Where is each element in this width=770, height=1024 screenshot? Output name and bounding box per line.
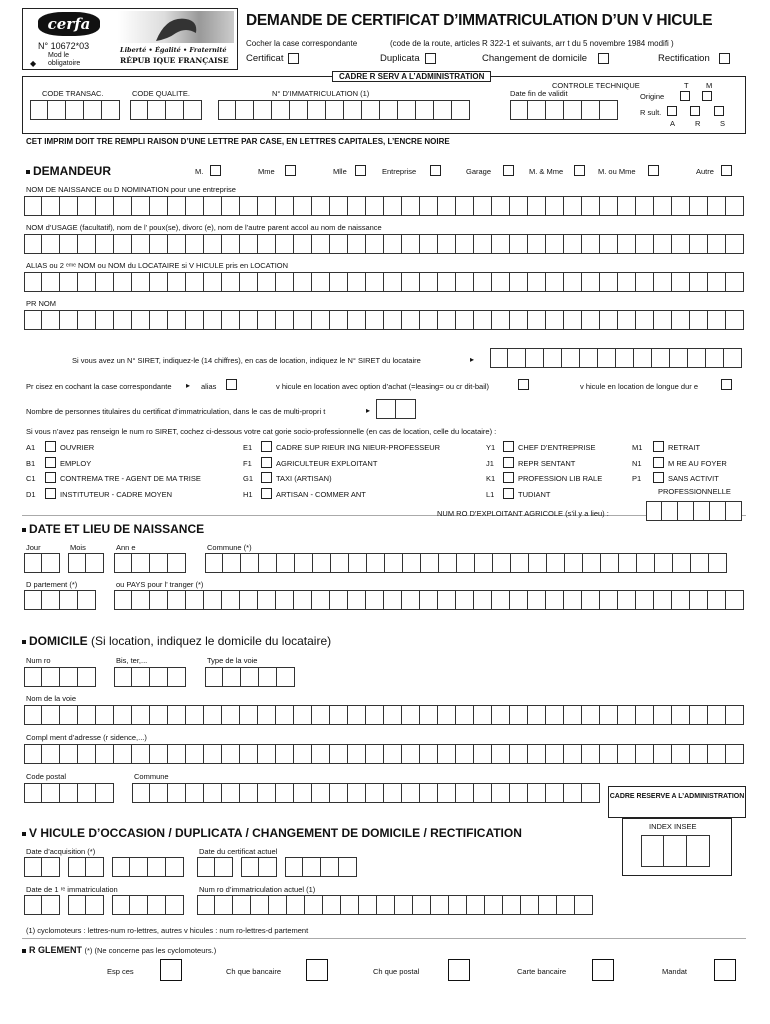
csp-checkbox-l1[interactable] <box>503 488 514 499</box>
m-et-mme-label: M. & Mme <box>529 167 564 176</box>
csp-code: N1 <box>632 458 642 468</box>
csp-checkbox-h1[interactable] <box>261 488 272 499</box>
origine-m-checkbox[interactable] <box>702 91 712 101</box>
mois-cells[interactable] <box>68 553 104 573</box>
cadre-reserve-title: CADRE RESERVE A L’ADMINISTRATION <box>609 793 745 800</box>
entreprise-checkbox[interactable] <box>430 165 441 176</box>
csp-label: PROFESSION LIB RALE <box>518 474 603 483</box>
prenom-cells[interactable] <box>24 310 744 330</box>
fill-warning: CET IMPRIM DOIT TRE REMPLI RAISON D’UNE LETTRE PAR CASE, EN LETTRES CAPITALES, L’ENCRE NOIRE <box>26 137 450 146</box>
mlle-label: Mlle <box>333 167 347 176</box>
csp-checkbox-a1[interactable] <box>45 441 56 452</box>
divider <box>22 515 746 516</box>
diamond-icon: ◆ <box>30 59 37 68</box>
date-acquisition-label: Date d’acquisition (*) <box>26 847 96 856</box>
domicile-title-text: DOMICILE <box>29 634 88 648</box>
arrow-right-icon: ▸ <box>366 406 371 415</box>
nom-usage-cells[interactable] <box>24 234 744 254</box>
resultat-a-checkbox[interactable] <box>667 106 677 116</box>
csp-checkbox-j1[interactable] <box>503 457 514 468</box>
commune-cells[interactable] <box>132 783 600 803</box>
nom-usage-label: NOM d’USAGE (facultatif), nom de l’ poux(se), divorc (e), nom de l’autre parent accol au nom de naissance <box>26 223 382 232</box>
num-exploitant-label: NUM RO D’EXPLOITANT AGRICOLE (s’il y a lieu) : <box>437 509 609 518</box>
jour-label: Jour <box>26 543 41 552</box>
csp-code: G1 <box>243 474 254 483</box>
ct-s: S <box>720 119 726 128</box>
csp-label: RETRAIT <box>668 443 701 452</box>
nb-titulaires-cells[interactable] <box>376 399 416 419</box>
certificat-label: Certificat <box>246 53 284 64</box>
csp-code: H1 <box>243 489 253 499</box>
ct-m: M <box>706 81 713 90</box>
num-actuel-cells[interactable] <box>197 895 593 915</box>
vehicule-title-text: V HICULE D’OCCASION / DUPLICATA / CHANGEMENT DE DOMICILE / RECTIFICATION <box>29 826 522 840</box>
numero-label: Num ro <box>26 656 51 665</box>
csp-code: K1 <box>486 474 496 483</box>
mme-label: Mme <box>258 167 275 176</box>
vehicule-title <box>22 826 522 840</box>
complement-cells[interactable] <box>24 744 744 764</box>
cerfa-logo: cerfa <box>38 12 100 36</box>
naissance-title <box>22 522 204 536</box>
marianne-icon <box>146 11 206 43</box>
csp-checkbox-c1[interactable] <box>45 472 56 483</box>
csp-label: M RE AU FOYER <box>668 458 727 468</box>
m-et-mme-checkbox[interactable] <box>574 165 585 176</box>
date-certificat-label: Date du certificat actuel <box>199 847 278 856</box>
bullet-icon <box>22 949 26 953</box>
reglement-note: (*) (Ne concerne pas les cyclomoteurs.) <box>84 946 217 955</box>
longue-duree-checkbox[interactable] <box>721 379 732 390</box>
origine-t-checkbox[interactable] <box>680 91 690 101</box>
num-immat-cells[interactable] <box>218 100 470 120</box>
csp-checkbox-e1[interactable] <box>261 441 272 452</box>
bullet-icon <box>22 528 26 532</box>
siret-label: Si vous avez un N° SIRET, indiquez-le (14 chiffres), en cas de location, indiquez le N° SIRET du locataire <box>72 356 421 365</box>
form-title: DEMANDE DE CERTIFICAT D’IMMATRICULATION D’UN V HICULE <box>246 12 713 29</box>
code-postal-cells[interactable] <box>24 783 114 803</box>
index-insee-cells[interactable] <box>641 835 710 867</box>
m-checkbox[interactable] <box>210 165 221 176</box>
republic-motto: Liberté • Égalité • Fraternité <box>120 46 227 54</box>
arrow-right-icon: ▸ <box>186 381 191 390</box>
nom-naissance-cells[interactable] <box>24 196 744 216</box>
precisez-label: Pr cisez en cochant la case correspondante <box>26 382 172 391</box>
especes-label: Esp ces <box>107 967 134 976</box>
garage-label: Garage <box>466 167 492 176</box>
complement-label: Compl ment d’adresse (r sidence,...) <box>26 733 147 742</box>
code-transac-cells[interactable] <box>30 100 120 120</box>
pays-cells[interactable] <box>114 590 744 610</box>
mme-checkbox[interactable] <box>285 165 296 176</box>
date-acquisition-cells[interactable] <box>24 857 184 877</box>
m-ou-mme-label: M. ou Mme <box>598 167 636 176</box>
alias-label: ALIAS ou 2 ᵉᵐᵉ NOM ou NOM du LOCATAIRE si V HICULE pris en LOCATION <box>26 261 289 270</box>
commune-naissance-cells[interactable] <box>205 553 727 573</box>
m-label: M. <box>195 167 204 176</box>
legal-reference: (code de la route, articles R 322-1 et suivants, arr t du 5 novembre 1984 modifi ) <box>390 39 674 48</box>
duplicata-checkbox[interactable] <box>425 53 436 64</box>
cheque-postal-label: Ch que postal <box>373 967 420 976</box>
code-postal-label: Code postal <box>26 772 67 781</box>
bullet-icon <box>22 832 26 836</box>
rectification-checkbox[interactable] <box>719 53 730 64</box>
csp-code: D1 <box>26 489 36 499</box>
departement-label: D partement (*) <box>26 580 78 589</box>
cheque-postal-checkbox[interactable] <box>448 959 470 981</box>
model-note: Mod le obligatoire <box>48 52 81 67</box>
especes-checkbox[interactable] <box>160 959 182 981</box>
resultat-r-checkbox[interactable] <box>690 106 700 116</box>
csp-checkbox-p1[interactable] <box>653 472 664 483</box>
alias-checkbox[interactable] <box>226 379 237 390</box>
mlle-checkbox[interactable] <box>355 165 366 176</box>
autre-label: Autre <box>696 167 714 176</box>
nb-titulaires-label: Nombre de personnes titulaires du certificat d’immatriculation, dans le cas de multi-propri t <box>26 407 326 416</box>
commune-label: Commune <box>134 772 169 781</box>
origine-label: Origine <box>640 92 665 101</box>
date-validite-cells[interactable] <box>510 100 618 120</box>
cheque-bancaire-label: Ch que bancaire <box>226 967 282 976</box>
republic-emblem <box>118 11 234 43</box>
jour-cells[interactable] <box>24 553 60 573</box>
domicile-title <box>22 634 331 648</box>
nom-naissance-label: NOM DE NAISSANCE ou D NOMINATION pour une entreprise <box>26 185 236 194</box>
num-exploitant-cells[interactable] <box>646 501 742 521</box>
bis-label: Bis, ter,... <box>116 656 148 665</box>
csp-code: B1 <box>26 458 36 468</box>
csp-label: ARTISAN - COMMER ANT <box>276 489 366 499</box>
m-ou-mme-checkbox[interactable] <box>648 165 659 176</box>
date-premiere-label: Date de 1 ʳᵉ immatriculation <box>26 885 118 894</box>
changement-label: Changement de domicile <box>482 53 588 64</box>
arrow-right-icon: ▸ <box>470 355 475 364</box>
rectification-label: Rectification <box>658 53 710 64</box>
csp-label: INSTITUTEUR - CADRE MOYEN <box>60 489 173 499</box>
date-premiere-cells[interactable] <box>24 895 184 915</box>
csp-checkbox-y1[interactable] <box>503 441 514 452</box>
alias-cells[interactable] <box>24 272 744 292</box>
num-actuel-label: Num ro d’immatriculation actuel (1) <box>199 885 316 894</box>
prenom-label: PR NOM <box>26 299 56 308</box>
commune-naissance-label: Commune (*) <box>207 543 252 552</box>
demandeur-title <box>26 164 111 178</box>
date-validite-label: Date fin de validit <box>510 89 568 98</box>
csp-checkbox-f1[interactable] <box>261 457 272 468</box>
leasing-checkbox[interactable] <box>518 379 529 390</box>
certificat-checkbox[interactable] <box>288 53 299 64</box>
csp-label: AGRICULTEUR EXPLOITANT <box>276 458 378 468</box>
code-qualite-cells[interactable] <box>130 100 202 120</box>
ct-a: A <box>670 119 676 128</box>
carte-bancaire-label: Carte bancaire <box>517 967 567 976</box>
controle-technique-label: CONTROLE TECHNIQUE <box>552 81 640 90</box>
check-instruction: Cocher la case correspondante <box>246 39 358 48</box>
leasing-label: v hicule en location avec option d’achat (=leasing= ou cr dit-bail) <box>276 382 490 391</box>
csp-code: E1 <box>243 443 253 452</box>
date-certificat-cells[interactable] <box>197 857 357 877</box>
duplicata-label: Duplicata <box>380 53 420 64</box>
changement-checkbox[interactable] <box>598 53 609 64</box>
resultat-s-checkbox[interactable] <box>714 106 724 116</box>
entreprise-label: Entreprise <box>382 167 417 176</box>
siret-cells[interactable] <box>490 348 742 368</box>
bis-cells[interactable] <box>114 667 186 687</box>
csp-label: TAXI (ARTISAN) <box>276 474 332 483</box>
csp-label: SANS ACTIVIT <box>668 474 719 483</box>
numero-cells[interactable] <box>24 667 96 687</box>
csp-code: M1 <box>632 443 643 452</box>
csp-label: TUDIANT <box>518 489 551 499</box>
professionnelle-label: PROFESSIONNELLE <box>658 487 731 496</box>
csp-code: A1 <box>26 443 36 452</box>
mandat-label: Mandat <box>662 967 688 976</box>
domicile-subtitle: (Si location, indiquez le domicile du locataire) <box>91 634 332 648</box>
csp-code: C1 <box>26 474 36 483</box>
csp-checkbox-k1[interactable] <box>503 472 514 483</box>
annee-cells[interactable] <box>114 553 186 573</box>
csp-checkbox-d1[interactable] <box>45 488 56 499</box>
ct-t: T <box>684 81 689 90</box>
csp-intro: Si vous n’avez pas renseign le num ro SIRET, cochez ci-dessous votre cat gorie socio-professionnelle (en cas de location, celle du locataire) : <box>26 427 497 436</box>
nom-voie-cells[interactable] <box>24 705 744 725</box>
csp-label: CHEF D’ENTREPRISE <box>518 443 596 452</box>
resultat-label: R sult. <box>640 108 662 117</box>
cheque-bancaire-checkbox[interactable] <box>306 959 328 981</box>
autre-checkbox[interactable] <box>721 165 732 176</box>
mandat-checkbox[interactable] <box>714 959 736 981</box>
code-transac-label: CODE TRANSAC. <box>42 89 104 98</box>
bullet-icon <box>26 170 30 174</box>
type-voie-cells[interactable] <box>205 667 295 687</box>
csp-code: L1 <box>486 489 495 499</box>
republic-name: RÉPUB IQUE FRANÇAISE <box>120 56 229 65</box>
cadre-reserve-frame <box>608 786 746 818</box>
pays-label: ou PAYS pour l’ tranger (*) <box>116 580 204 589</box>
csp-label: CADRE SUP RIEUR ING NIEUR-PROFESSEUR <box>276 443 441 452</box>
reglement-title-text: R GLEMENT <box>29 945 82 955</box>
csp-label: CONTREMA TRE - AGENT DE MA TRISE <box>60 474 201 483</box>
csp-checkbox-b1[interactable] <box>45 457 56 468</box>
csp-code: J1 <box>486 458 494 468</box>
mois-label: Mois <box>70 543 86 552</box>
nom-voie-label: Nom de la voie <box>26 694 77 703</box>
departement-cells[interactable] <box>24 590 96 610</box>
carte-bancaire-checkbox[interactable] <box>592 959 614 981</box>
annee-label: Ann e <box>116 543 136 552</box>
divider <box>22 938 746 939</box>
ct-r: R <box>695 119 701 128</box>
csp-code: Y1 <box>486 443 496 452</box>
type-voie-label: Type de la voie <box>207 656 258 665</box>
longue-duree-label: v hicule en location de longue dur e <box>580 382 699 391</box>
csp-checkbox-g1[interactable] <box>261 472 272 483</box>
code-qualite-label: CODE QUALITE. <box>132 89 190 98</box>
naissance-title-text: DATE ET LIEU DE NAISSANCE <box>29 522 205 536</box>
index-insee-label: INDEX INSEE <box>649 822 697 831</box>
reglement-title <box>22 945 216 955</box>
bullet-icon <box>22 640 26 644</box>
demandeur-title-text: DEMANDEUR <box>33 164 111 178</box>
csp-code: P1 <box>632 474 642 483</box>
alias-option-label: alias <box>201 382 217 391</box>
csp-label: REPR SENTANT <box>518 458 576 468</box>
garage-checkbox[interactable] <box>503 165 514 176</box>
csp-checkbox-n1[interactable] <box>653 457 664 468</box>
csp-label: OUVRIER <box>60 443 95 452</box>
admin-frame-title: CADRE R SERV A L’ADMINISTRATION <box>332 71 491 82</box>
csp-code: F1 <box>243 458 252 468</box>
vehicule-note: (1) cyclomoteurs : lettres-num ro-lettres, autres v hicules : num ro-lettres-d partement <box>26 926 309 935</box>
csp-label: EMPLOY <box>60 458 92 468</box>
csp-checkbox-m1[interactable] <box>653 441 664 452</box>
num-immat-label: N° D’IMMATRICULATION (1) <box>272 89 370 98</box>
form-number: N° 10672*03 <box>38 41 90 51</box>
